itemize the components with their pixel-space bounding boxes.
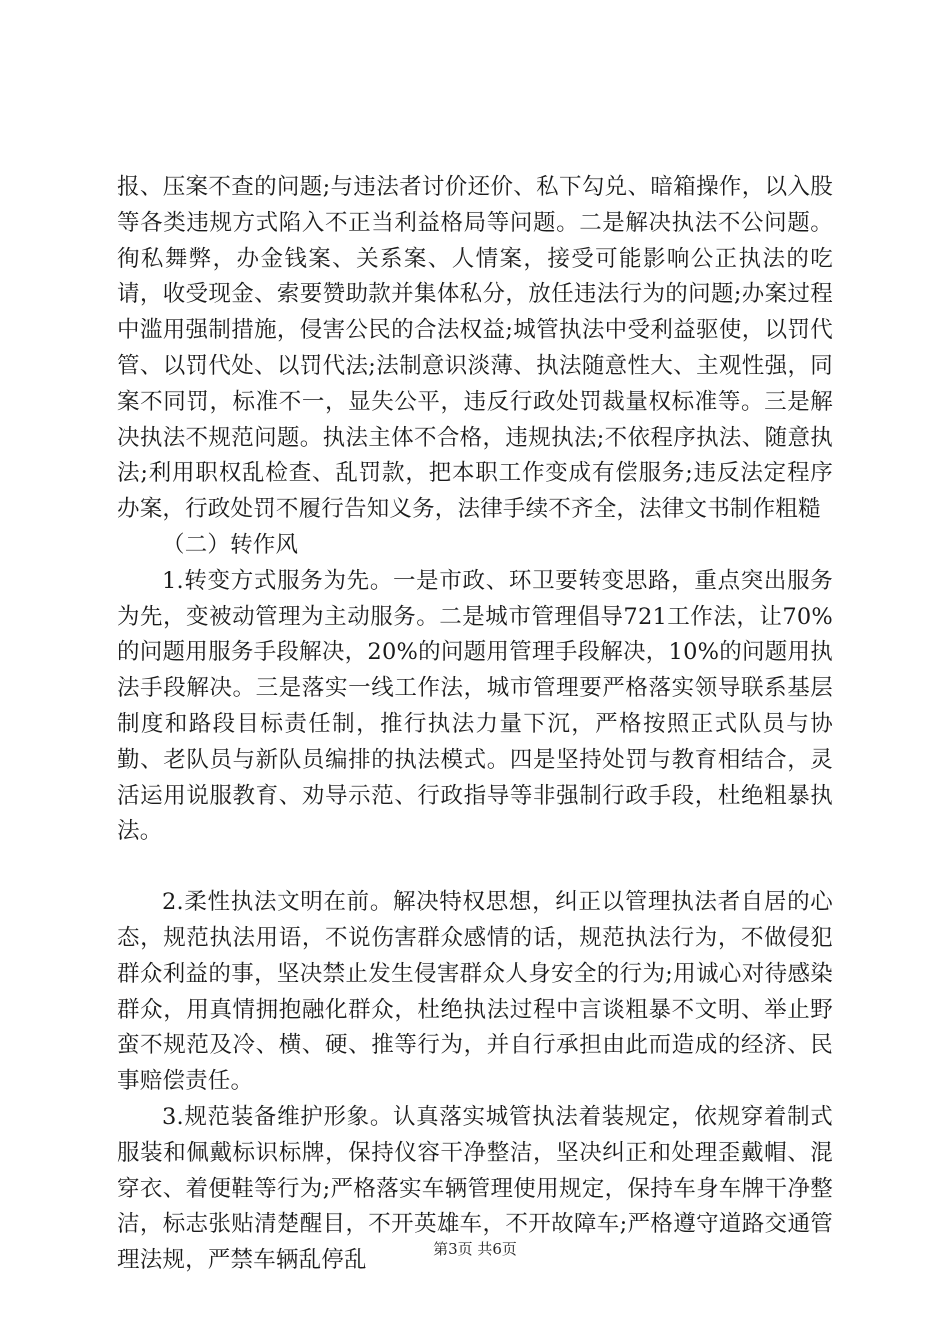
paragraph-item-2: 2.柔性执法文明在前。解决特权思想，纠正以管理执法者自居的心态，规范执法用语，不说伤害群众感情的话，规范执法行为，不做侵犯群众利益的事，坚决禁止发生侵害群众人身安全的行为;用诚心对待感染群众，用真情拥抱融化群众，杜绝执法过程中言谈粗暴不文明、举止野蛮不规范及冷、横、硬、推等行为，并自行承担由此而造成的经济、民事赔偿责任。	[117, 889, 833, 1095]
section-heading: （二）转作风	[162, 531, 299, 558]
document-body	[117, 170, 833, 1279]
paragraph-spacer	[117, 850, 833, 885]
paragraph-item-3: 3.规范装备维护形象。认真落实城管执法着装规定，依规穿着制式服装和佩戴标识标牌，保持仪容干净整洁，坚决纠正和处理歪戴帽、混穿衣、着便鞋等行为;严格落实车辆管理使用规定，保持车身车牌干净整洁，标志张贴清楚醒目，不开英雄车，不开故障车;严格遵守道路交通管理法规，严禁车辆乱停乱	[117, 1103, 833, 1274]
paragraph-item-1: 1.转变方式服务为先。一是市政、环卫要转变思路，重点突出服务为先，变被动管理为主动服务。二是城市管理倡导721工作法，让70%的问题用服务手段解决，20%的问题用管理手段解决，10%的问题用执法手段解决。三是落实一线工作法，城市管理要严格落实领导联系基层制度和路段目标责任制，推行执法力量下沉，严格按照正式队员与协勤、老队员与新队员编排的执法模式。四是坚持处罚与教育相结合，灵活运用说服教育、劝导示范、行政指导等非强制行政手段，杜绝粗暴执法。	[117, 567, 833, 845]
page-number-footer: 第3页 共6页	[433, 1240, 517, 1258]
paragraph-continuation: 报、压案不查的问题;与违法者讨价还价、私下勾兑、暗箱操作，以入股等各类违规方式陷入不正当利益格局等问题。二是解决执法不公问题。徇私舞弊，办金钱案、关系案、人情案，接受可能影响公正执法的吃请，收受现金、索要赞助款并集体私分，放任违法行为的问题;办案过程中滥用强制措施，侵害公民的合法权益;城管执法中受利益驱使，以罚代管、以罚代处、以罚代法;法制意识淡薄、执法随意性大、主观性强，同案不同罚，标准不一，显失公平，违反行政处罚裁量权标准等。三是解决执法不规范问题。执法主体不合格，违规执法;不依程序执法、随意执法;利用职权乱检查、乱罚款，把本职工作变成有偿服务;违反法定程序办案，行政处罚不履行告知义务，法律手续不齐全，法律文书制作粗糙	[117, 174, 833, 523]
